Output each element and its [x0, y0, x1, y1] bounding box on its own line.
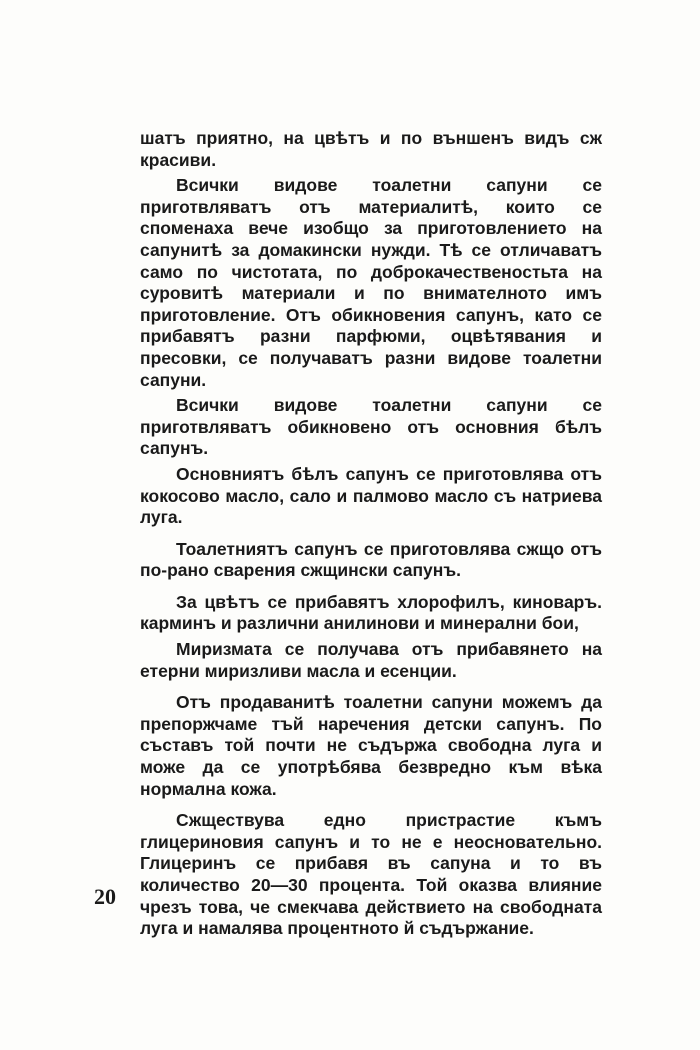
- body-text: [140, 128, 602, 940]
- paragraph: Всички видове тоалетни сапуни се приготвляватъ отъ материалитѣ, които се споменаха вече изобщо за приготовлението на сапунитѣ за домакински нужди. Тѣ се отличаватъ само по чистотата, по доброкачественостьта на суровитѣ материали и по внимателното имъ приготовление. Отъ обикновения сапунъ, като се прибавятъ разни парфюми, оцвѣтявания и пресовки, се получаватъ разни видове тоалетни сапуни.: [140, 175, 602, 390]
- paragraph-continuation: шатъ приятно, на цвѣтъ и по външенъ видъ сж красиви.: [140, 128, 602, 170]
- paragraph: Отъ продаванитѣ тоалетни сапуни можемъ да препоржчаме тъй наречения детски сапунъ. По съставъ той почти не съдържа свободна луга и може да се употрѣбява безвредно към вѣка нормална кожа.: [140, 692, 602, 799]
- page-number: 20: [94, 884, 116, 909]
- paragraph: Тоалетниятъ сапунъ се приготовлява сжщо отъ по-рано сварения сжщински сапунъ.: [140, 538, 602, 581]
- paragraph: Всички видове тоалетни сапуни се приготвляватъ обикновено отъ основния бѣлъ сапунъ.: [140, 395, 602, 459]
- paragraph: Сжществува едно пристрастие къмъ глицериновия сапунъ и то не е неосновательно. Глицеринъ се прибавя въ сапуна и то въ количество 20—30 процента. Той оказва влияние чрезъ това, че смекчава действието на свободната луга и намалява процентното й съдържание.: [140, 810, 602, 939]
- paragraph: За цвѣтъ се прибавятъ хлорофилъ, киноваръ. карминъ и различни анилинови и минерални бои,: [140, 591, 602, 634]
- paragraph: Миризмата се получава отъ прибавянето на етерни миризливи масла и есенции.: [140, 639, 602, 681]
- paragraph: Основниятъ бѣлъ сапунъ се приготовлява отъ кокосово масло, сало и палмово масло съ натриева луга.: [140, 463, 602, 528]
